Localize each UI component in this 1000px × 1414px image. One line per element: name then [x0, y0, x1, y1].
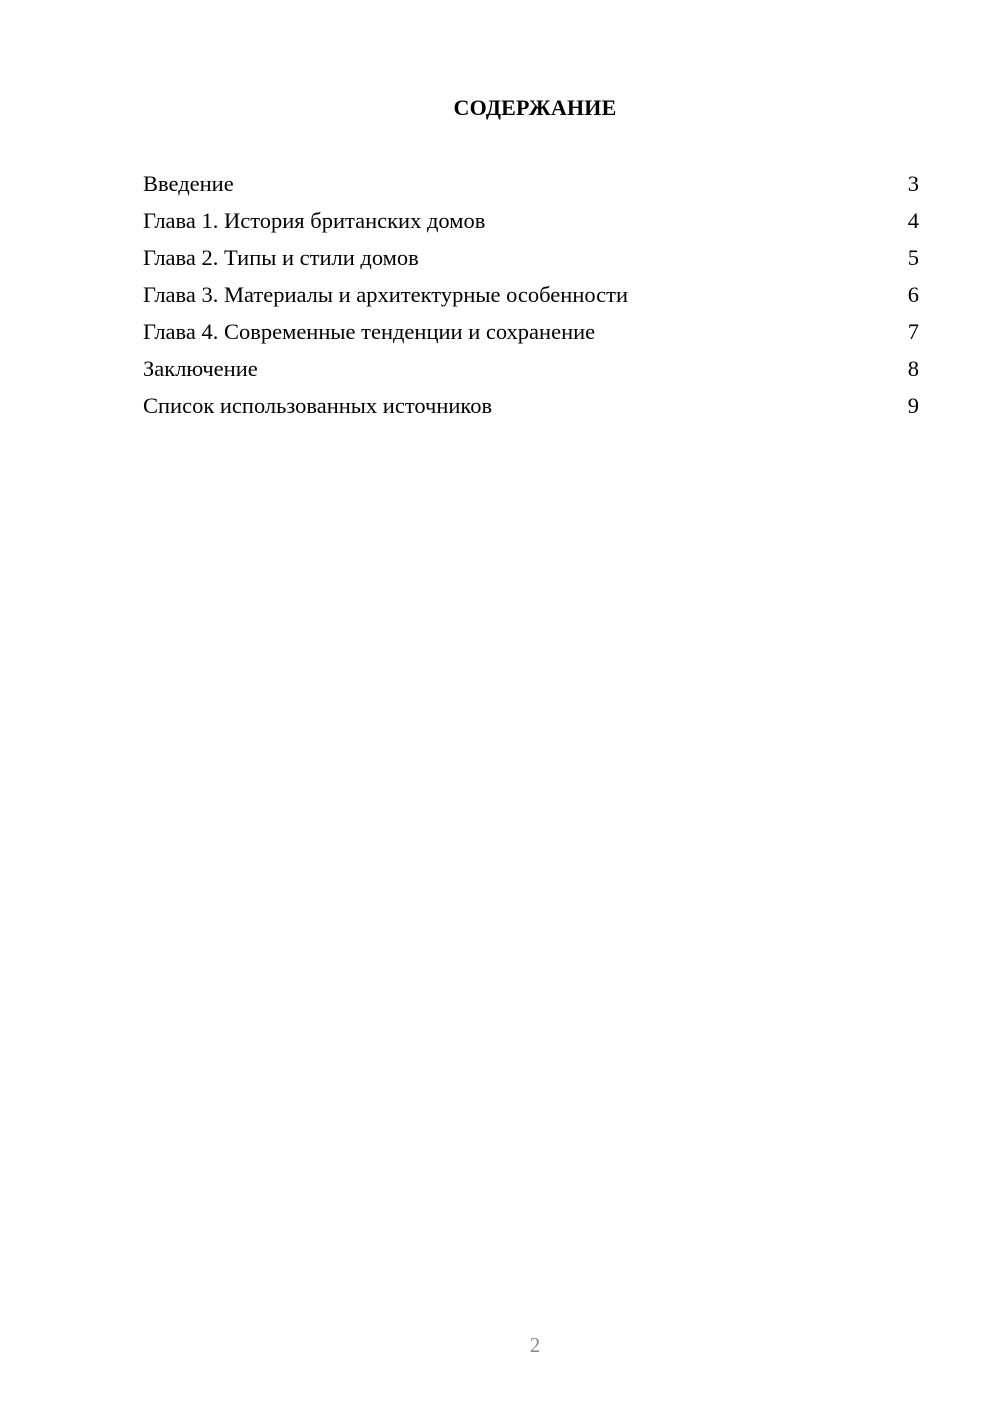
- toc-entry-conclusion[interactable]: [143, 354, 919, 391]
- toc-entry-label: Глава 1. История британских домов: [143, 208, 486, 233]
- page-title: СОДЕРЖАНИЕ: [453, 95, 617, 120]
- toc-entry-label: Заключение: [143, 356, 258, 381]
- toc-entry-page: 4: [907, 208, 919, 233]
- toc-entry-label: Список использованных источников: [143, 393, 493, 418]
- toc-entry-page: 5: [907, 245, 919, 270]
- toc-entry-page: 8: [907, 356, 919, 381]
- toc-entry-page: 7: [907, 319, 919, 344]
- toc-entry-page: 9: [907, 393, 919, 418]
- toc-entry-chapter-1[interactable]: [143, 206, 919, 243]
- toc-entry-page: 6: [907, 282, 919, 307]
- toc-entry-chapter-4[interactable]: [143, 317, 919, 354]
- table-of-contents: [143, 169, 919, 428]
- page-number: 2: [529, 1333, 541, 1357]
- toc-entry-page: 3: [907, 171, 919, 196]
- toc-entry-label: Глава 3. Материалы и архитектурные особенности: [143, 282, 629, 307]
- toc-entry-label: Глава 2. Типы и стили домов: [143, 245, 419, 270]
- toc-entry-chapter-2[interactable]: [143, 243, 919, 280]
- toc-entry-references[interactable]: [143, 391, 919, 428]
- toc-entry-introduction[interactable]: [143, 169, 919, 206]
- toc-entry-label: Глава 4. Современные тенденции и сохранение: [143, 319, 596, 344]
- toc-entry-label: Введение: [143, 171, 234, 196]
- toc-entry-chapter-3[interactable]: [143, 280, 919, 317]
